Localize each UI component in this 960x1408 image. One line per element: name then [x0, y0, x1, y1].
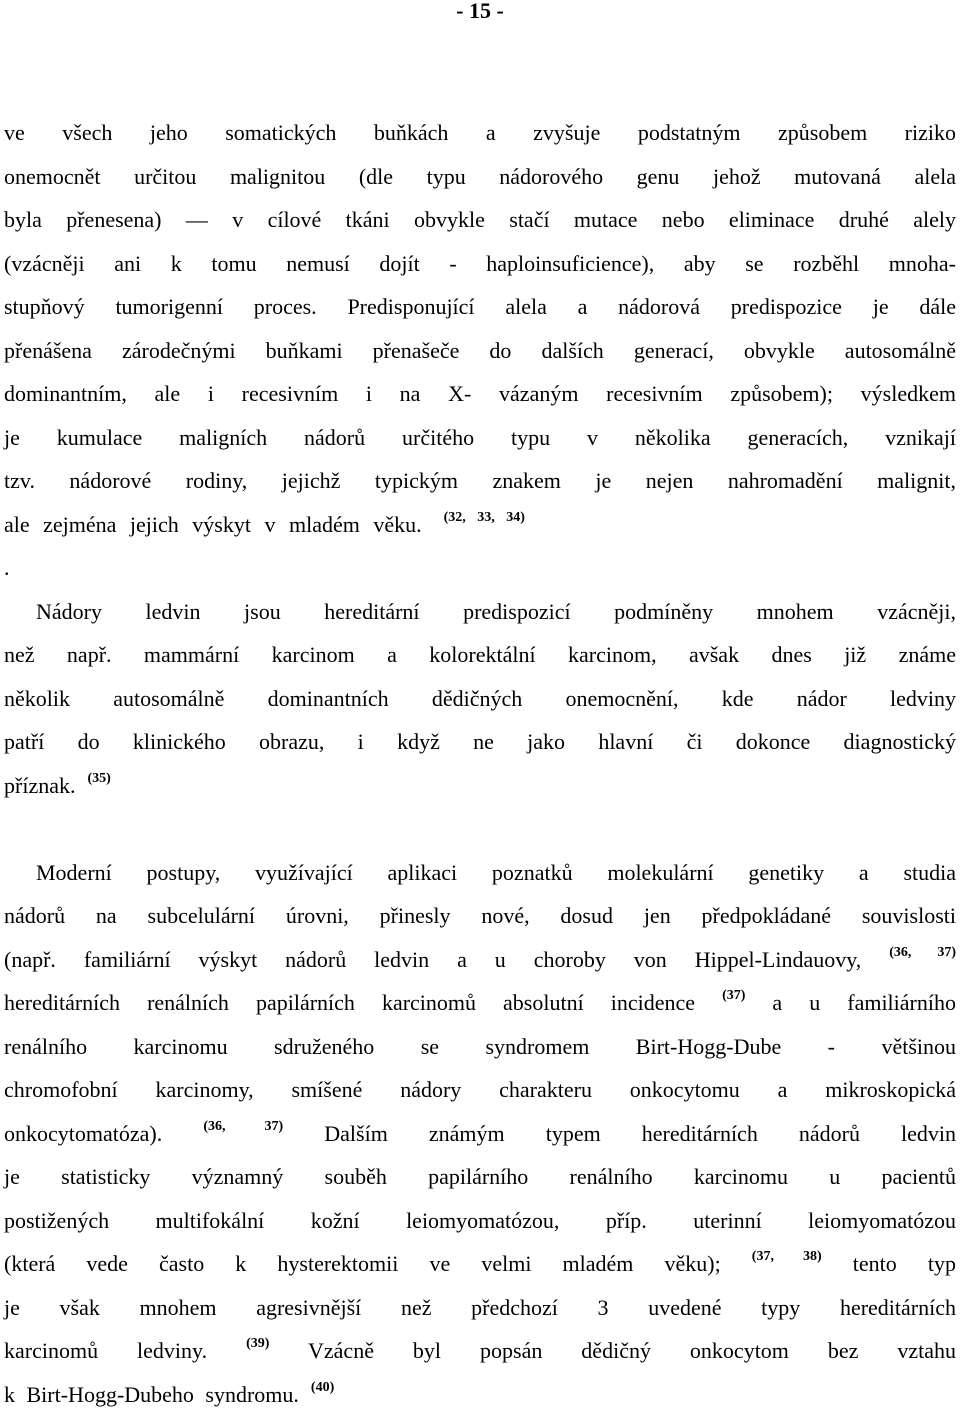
- line-text: ale zejména jejich výskyt v mladém věku.: [4, 512, 422, 537]
- text-line: [4, 1382, 956, 1408]
- text-line: přenášena zárodečnými buňkami přenašeče do dalších generací, obvykle autosomálně: [4, 338, 956, 363]
- text-line: postižených multifokální kožní leiomyomatózou, příp. uterinní leiomyomatózou: [4, 1208, 956, 1233]
- text-line: byla přenesena) — v cílové tkáni obvykle stačí mutace nebo eliminace druhé alely: [4, 207, 956, 232]
- line-text: k Birt-Hogg-Dubeho syndromu.: [4, 1382, 299, 1407]
- line-text: Dalším známým typem hereditárních nádorů ledvin: [324, 1121, 957, 1146]
- text-line: renálního karcinomu sdruženého se syndromem Birt-Hogg-Dube - většinou: [4, 1034, 956, 1059]
- line-text: Vzácně byl popsán dědičný onkocytom bez vztahu: [308, 1338, 957, 1363]
- citation-ref: (36, 37): [203, 1119, 284, 1134]
- text-line: je však mnohem agresivnější než předchozí 3 uvedené typy hereditárních: [4, 1295, 956, 1320]
- text-line: tzv. nádorové rodiny, jejichž typickým znakem je nejen nahromadění malignit,: [4, 468, 956, 493]
- citation-ref: (37, 38): [751, 1249, 822, 1264]
- citation-ref: (39): [246, 1336, 270, 1351]
- text-line: stupňový tumorigenní proces. Predisponující alela a nádorová predispozice je dále: [4, 294, 956, 319]
- text-line: Moderní postupy, využívající aplikaci poznatků molekulární genetiky a studia: [36, 860, 956, 885]
- text-line: [4, 1251, 956, 1277]
- text-line: patří do klinického obrazu, i když ne jako hlavní či dokonce diagnostický: [4, 729, 956, 754]
- citation-ref: (36, 37): [889, 945, 956, 960]
- text-line: [4, 773, 956, 799]
- citation-ref: (32, 33, 34): [443, 510, 525, 525]
- text-line: dominantním, ale i recesivním i na X- vázaným recesivním způsobem); výsledkem: [4, 381, 956, 406]
- text-line: je kumulace maligních nádorů určitého typu v několika generacích, vznikají: [4, 425, 956, 450]
- text-line: [4, 990, 956, 1016]
- text-line: Nádory ledvin jsou hereditární predispozicí podmíněny mnohem vzácněji,: [36, 599, 956, 624]
- text-line: než např. mammární karcinom a kolorektální karcinom, avšak dnes již známe: [4, 642, 956, 667]
- text-line: onemocnět určitou malignitou (dle typu nádorového genu jehož mutovaná alela: [4, 164, 956, 189]
- text-line: je statisticky významný souběh papilárního renálního karcinomu u pacientů: [4, 1164, 956, 1189]
- text-line: ve všech jeho somatických buňkách a zvyšuje podstatným způsobem riziko: [4, 120, 956, 145]
- text-line: nádorů na subcelulární úrovni, přinesly nové, dosud jen předpokládané souvislosti: [4, 903, 956, 928]
- line-text: onkocytomatóza).: [4, 1121, 163, 1146]
- page-number: - 15 -: [456, 0, 504, 23]
- text-line: několik autosomálně dominantních dědičných onemocnění, kde nádor ledviny: [4, 686, 956, 711]
- line-text: (která vede často k hysterektomii ve velmi mladém věku);: [4, 1251, 721, 1276]
- text-line: (vzácněji ani k tomu nemusí dojít - haploinsuficience), aby se rozběhl mnoha-: [4, 251, 956, 276]
- text-line: chromofobní karcinomy, smíšené nádory charakteru onkocytomu a mikroskopická: [4, 1077, 956, 1102]
- stray-period: .: [4, 555, 10, 580]
- citation-ref: (40): [310, 1380, 335, 1395]
- line-text: (např. familiární výskyt nádorů ledvin a u choroby von Hippel-Lindauovy,: [4, 947, 862, 972]
- line-text: karcinomů ledviny.: [4, 1338, 208, 1363]
- text-line: [4, 947, 956, 973]
- line-text: příznak.: [4, 773, 76, 798]
- text-line: [4, 1121, 956, 1147]
- line-text: hereditárních renálních papilárních karcinomů absolutní incidence: [4, 990, 696, 1015]
- line-text: a u familiárního: [772, 990, 956, 1015]
- line-text: tento typ: [852, 1251, 956, 1276]
- citation-ref: (37): [722, 988, 746, 1003]
- text-line: [4, 1338, 956, 1364]
- text-line: [4, 512, 956, 538]
- citation-ref: (35): [87, 771, 111, 786]
